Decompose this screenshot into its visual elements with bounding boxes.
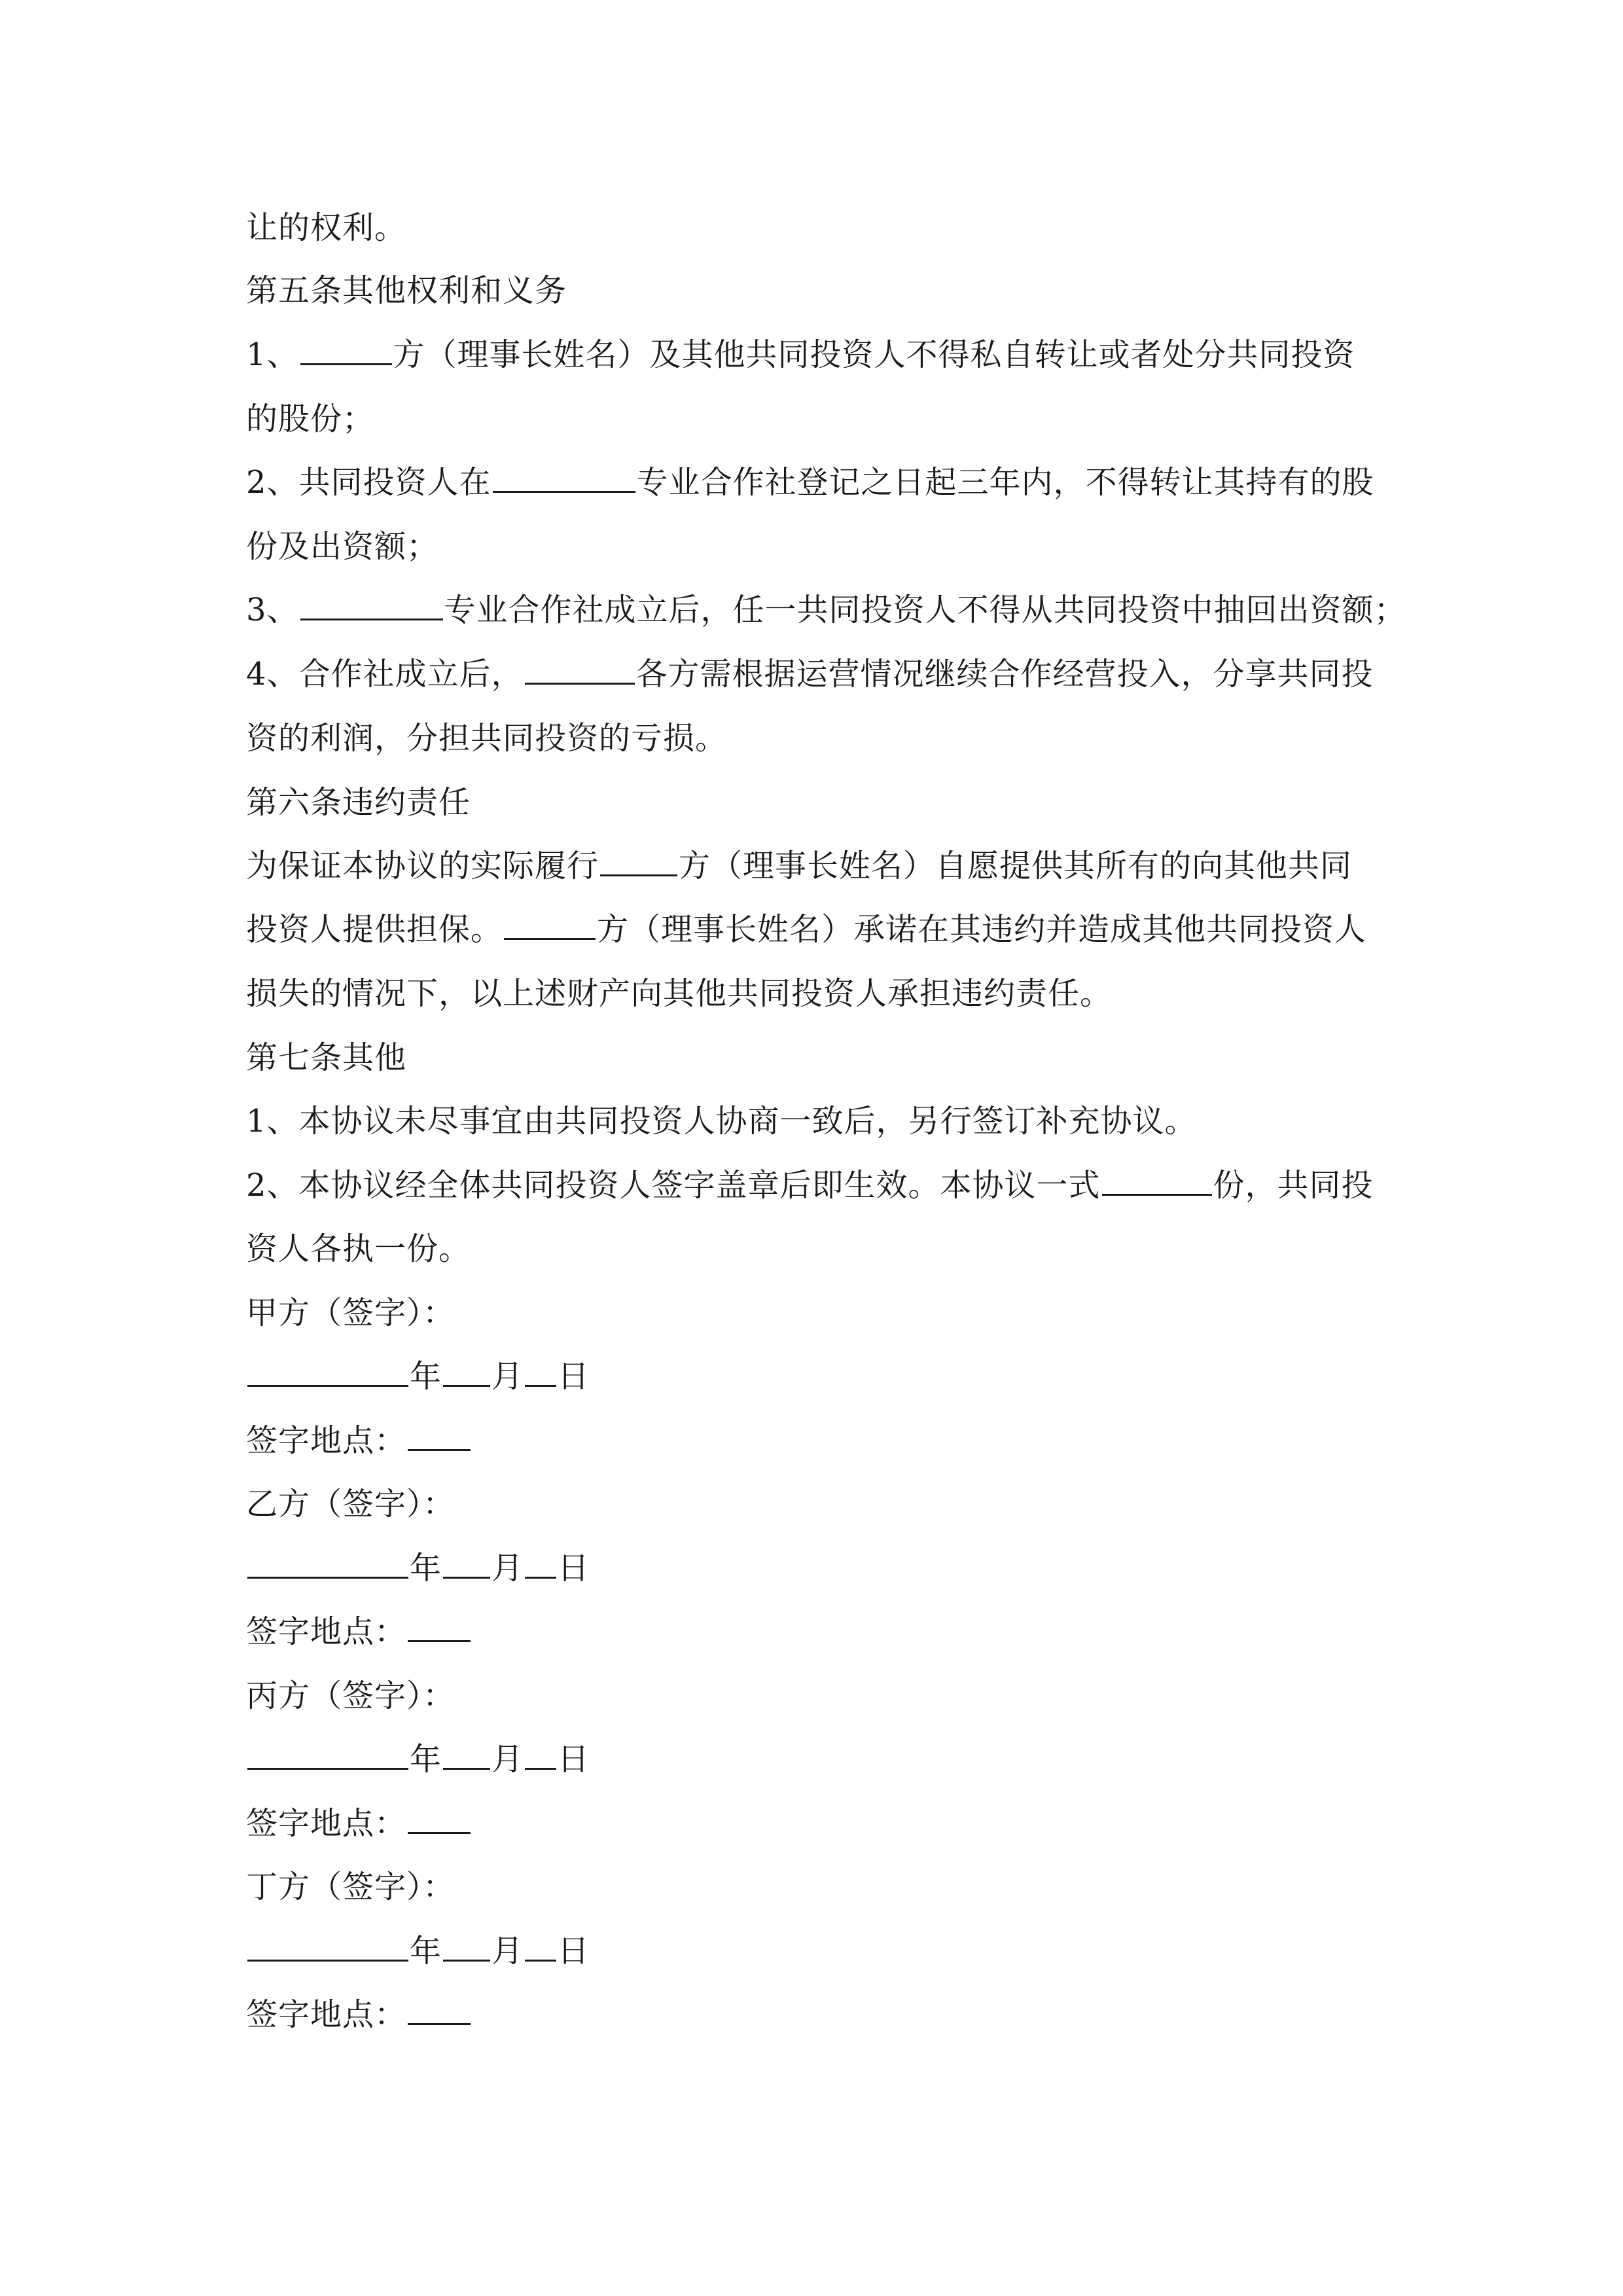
article-5-clause-2: [246, 463, 1385, 502]
line-text: 的股份；: [246, 401, 375, 437]
party-b-place: [246, 1612, 1385, 1651]
fill-blank[interactable]: [300, 592, 443, 620]
paragraph-line: [246, 1229, 1385, 1268]
article-5-clause-1: [246, 335, 1385, 374]
clause-text: 方（理事长姓名）及其他共同投资人不得私自转让或者处分共同投资: [393, 336, 1355, 373]
place-label: 签字地点：: [246, 1613, 407, 1650]
place-label: 签字地点：: [246, 1805, 407, 1842]
year-blank[interactable]: [247, 1359, 408, 1387]
clause-text: 方（理事长姓名）承诺在其违约并造成其他共同投资人: [597, 911, 1367, 948]
party-d-signature-label: [246, 1867, 1385, 1907]
fill-blank[interactable]: [600, 848, 677, 876]
party-label: 乙方（签字）：: [246, 1486, 455, 1522]
paragraph-line: [246, 399, 1385, 439]
year-label: 年: [410, 1358, 442, 1395]
day-label: 日: [558, 1550, 590, 1587]
clause-text: 份，共同投: [1213, 1167, 1374, 1204]
month-blank[interactable]: [443, 1551, 490, 1579]
party-c-signature-label: [246, 1676, 1385, 1715]
party-b-signature-label: [246, 1484, 1385, 1524]
year-label: 年: [410, 1550, 442, 1587]
clause-text: 1、: [246, 336, 299, 373]
fill-blank[interactable]: [504, 912, 596, 940]
year-label: 年: [410, 1933, 442, 1969]
line-text: 份及出资额；: [246, 528, 439, 565]
fill-blank[interactable]: [1102, 1168, 1212, 1196]
month-label: 月: [491, 1933, 524, 1969]
month-label: 月: [491, 1741, 524, 1778]
article-6-paragraph: [246, 910, 1385, 949]
place-blank[interactable]: [408, 1806, 471, 1834]
article-6-heading: [246, 783, 1385, 822]
party-a-place: [246, 1421, 1385, 1460]
clause-text: 各方需根据运营情况继续合作经营投入，分享共同投: [635, 656, 1374, 692]
party-label: 丁方（签字）：: [246, 1869, 455, 1905]
line-text: 资的利润，分担共同投资的亏损。: [246, 720, 728, 757]
clause-text: 专业合作社登记之日起三年内，不得转让其持有的股: [636, 464, 1374, 501]
month-blank[interactable]: [443, 1359, 490, 1387]
paragraph-line: [246, 974, 1385, 1013]
day-blank[interactable]: [525, 1933, 556, 1962]
article-6-paragraph: [246, 846, 1385, 886]
year-blank[interactable]: [247, 1551, 408, 1579]
year-label: 年: [410, 1741, 442, 1778]
heading-text: 第七条其他: [246, 1039, 407, 1076]
month-label: 月: [491, 1358, 524, 1395]
clause-text: 2、共同投资人在: [246, 464, 491, 501]
year-blank[interactable]: [247, 1742, 408, 1770]
heading-text: 第五条其他权利和义务: [246, 272, 567, 309]
clause-text: 2、本协议经全体共同投资人签字盖章后即生效。本协议一式: [246, 1167, 1101, 1204]
day-blank[interactable]: [525, 1359, 556, 1387]
fill-blank[interactable]: [493, 465, 635, 493]
paragraph-line: [246, 719, 1385, 758]
clause-text: 4、合作社成立后，: [246, 656, 524, 692]
clause-text: 投资人提供担保。: [246, 911, 503, 948]
fill-blank[interactable]: [525, 656, 635, 685]
party-b-date: [246, 1549, 1385, 1588]
line-text: 让的权利。: [246, 209, 407, 246]
year-blank[interactable]: [247, 1933, 408, 1962]
article-5-clause-3: [246, 590, 1406, 630]
month-blank[interactable]: [443, 1933, 490, 1962]
party-c-place: [246, 1804, 1385, 1843]
party-a-signature-label: [246, 1293, 1385, 1333]
clause-text: 为保证本协议的实际履行: [246, 848, 599, 884]
clause-text: 1、本协议未尽事宜由共同投资人协商一致后，另行签订补充协议。: [246, 1103, 1197, 1139]
line-text: 资人各执一份。: [246, 1230, 471, 1267]
day-label: 日: [558, 1933, 590, 1969]
day-label: 日: [558, 1741, 590, 1778]
month-blank[interactable]: [443, 1742, 490, 1770]
party-label: 丙方（签字）：: [246, 1677, 455, 1714]
place-blank[interactable]: [408, 1423, 471, 1451]
month-label: 月: [491, 1550, 524, 1587]
paragraph-line: [246, 527, 1385, 566]
fill-blank[interactable]: [300, 337, 392, 365]
party-label: 甲方（签字）：: [246, 1295, 455, 1331]
place-blank[interactable]: [408, 1614, 471, 1642]
clause-text: 方（理事长姓名）自愿提供其所有的向其他共同: [679, 848, 1353, 884]
party-d-place: [246, 1995, 1385, 2034]
place-label: 签字地点：: [246, 1422, 407, 1459]
line-text: 损失的情况下，以上述财产向其他共同投资人承担违约责任。: [246, 975, 1113, 1012]
heading-text: 第六条违约责任: [246, 784, 471, 821]
day-blank[interactable]: [525, 1742, 556, 1770]
article-7-heading: [246, 1038, 1385, 1077]
day-blank[interactable]: [525, 1551, 556, 1579]
article-7-clause-1: [246, 1102, 1385, 1141]
party-a-date: [246, 1357, 1385, 1396]
party-d-date: [246, 1931, 1385, 1971]
article-5-clause-4: [246, 655, 1385, 694]
clause-text: 3、: [246, 592, 299, 628]
article-5-heading: [246, 271, 1385, 310]
paragraph-line: [246, 208, 1385, 247]
article-7-clause-2: [246, 1166, 1385, 1205]
place-label: 签字地点：: [246, 1996, 407, 2033]
clause-text: 专业合作社成立后，任一共同投资人不得从共同投资中抽回出资额；: [444, 592, 1406, 628]
place-blank[interactable]: [408, 1997, 471, 2025]
party-c-date: [246, 1740, 1385, 1779]
day-label: 日: [558, 1358, 590, 1395]
